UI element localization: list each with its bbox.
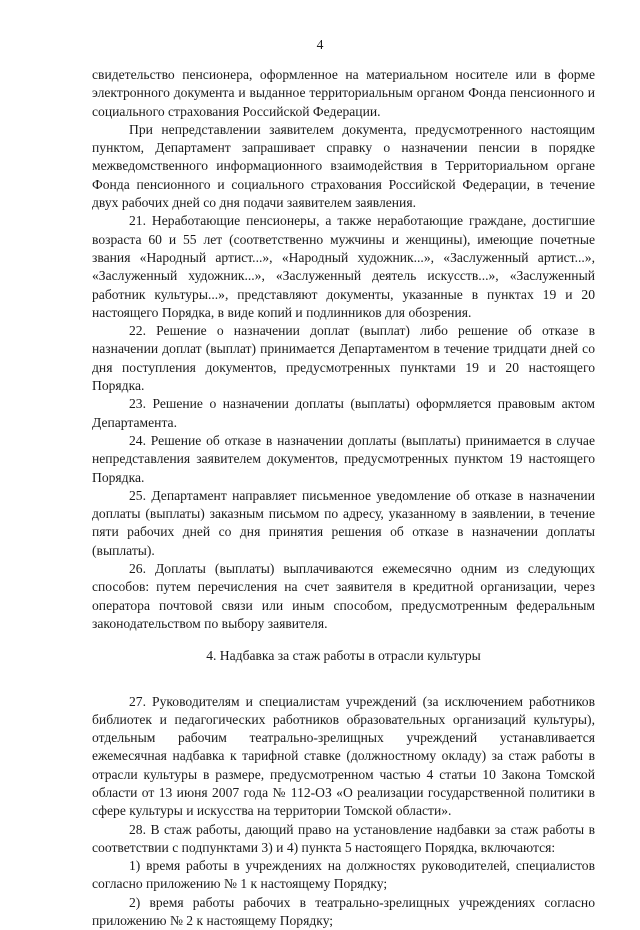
paragraph-nonsubmission: При непредставлении заявителем документа, предусмотренного настоящим пунктом, Департамент запрашивает справку о назначении пенсии в порядке межведомственного информационного взаимодействия в Территориальном органе Фонда пенсионного и социального страхования Российской Федерации, в течение двух рабочих дней со дня подачи заявителем заявления. [92,121,595,211]
paragraph-item-24: 24. Решение об отказе в назначении доплаты (выплаты) принимается в случае непредставления заявителем документов, предусмотренных пунктом 19 настоящего Порядка. [92,432,595,485]
paragraph-item-23: 23. Решение о назначении доплаты (выплаты) оформляется правовым актом Департамента. [92,396,595,430]
page-number: 4 [316,37,324,52]
paragraph-item-27: 27. Руководителям и специалистам учреждений (за исключением работников библиотек и педагогических работников образовательных организаций культуры), отдельным рабочим театрально-зрелищных учреждений устанавливается ежемесячная надбавка к тарифной ставке (должностному окладу) за стаж работы в отрасли культуры в размере, предусмотренном частью 4 статьи 10 Закона Томской области от 13 июня 2007 года № 112-ОЗ «О реализации государственной политики в сфере культуры и искусства на территории Томской области». [92,693,595,819]
section-heading: 4. Надбавка за стаж работы в отрасли культуры [206,648,481,664]
paragraph-item-26: 26. Доплаты (выплаты) выплачиваются ежемесячно одним из следующих способов: путем перечисления на счет заявителя в кредитной организации, через оператора почтовой связи или иным способом, предусмотренным федеральным законодательством по выбору заявителя. [92,561,595,631]
document-body [92,66,595,930]
paragraph-item-21: 21. Неработающие пенсионеры, а также неработающие граждане, достигшие возраста 60 и 55 лет (соответственно мужчины и женщины), имеющие почетные звания «Народный артист...», «Народный художник...», «Заслуженный артист...», «Заслуженный художник...», «Заслуженный деятель искусств...», «Заслуженный работник культуры...», представляют документы, указанные в пунктах 19 и 20 настоящего Порядка, в виде копий и подлинников для обозрения. [92,213,595,320]
paragraph-subitem-2: 2) время работы рабочих в театрально-зрелищных учреждениях согласно приложению № 2 к настоящему Порядку; [92,894,595,929]
paragraph-continuation: свидетельство пенсионера, оформленное на материальном носителе или в форме электронного документа и выданное территориальным органом Фонда пенсионного и социального страхования Российской Федерации. [92,67,595,119]
paragraph-item-28: 28. В стаж работы, дающий право на установление надбавки за стаж работы в соответствии с подпунктами 3) и 4) пункта 5 настоящего Порядка, включаются: [92,821,595,855]
paragraph-subitem-1: 1) время работы в учреждениях на должностях руководителей, специалистов согласно приложению № 1 к настоящему Порядку; [92,858,595,892]
paragraph-item-25: 25. Департамент направляет письменное уведомление об отказе в назначении доплаты (выплаты) заказным письмом по адресу, указанному в заявлении, в течение пяти рабочих дней со дня принятия решения об отказе в назначении доплаты (выплаты). [92,487,595,558]
paragraph-item-22: 22. Решение о назначении доплат (выплат) либо решение об отказе в назначении доплат (выплат) принимается Департаментом в течение тридцати дней со дня поступления документов, предусмотренных пунктами 19 и 20 настоящего Порядка. [92,323,595,394]
